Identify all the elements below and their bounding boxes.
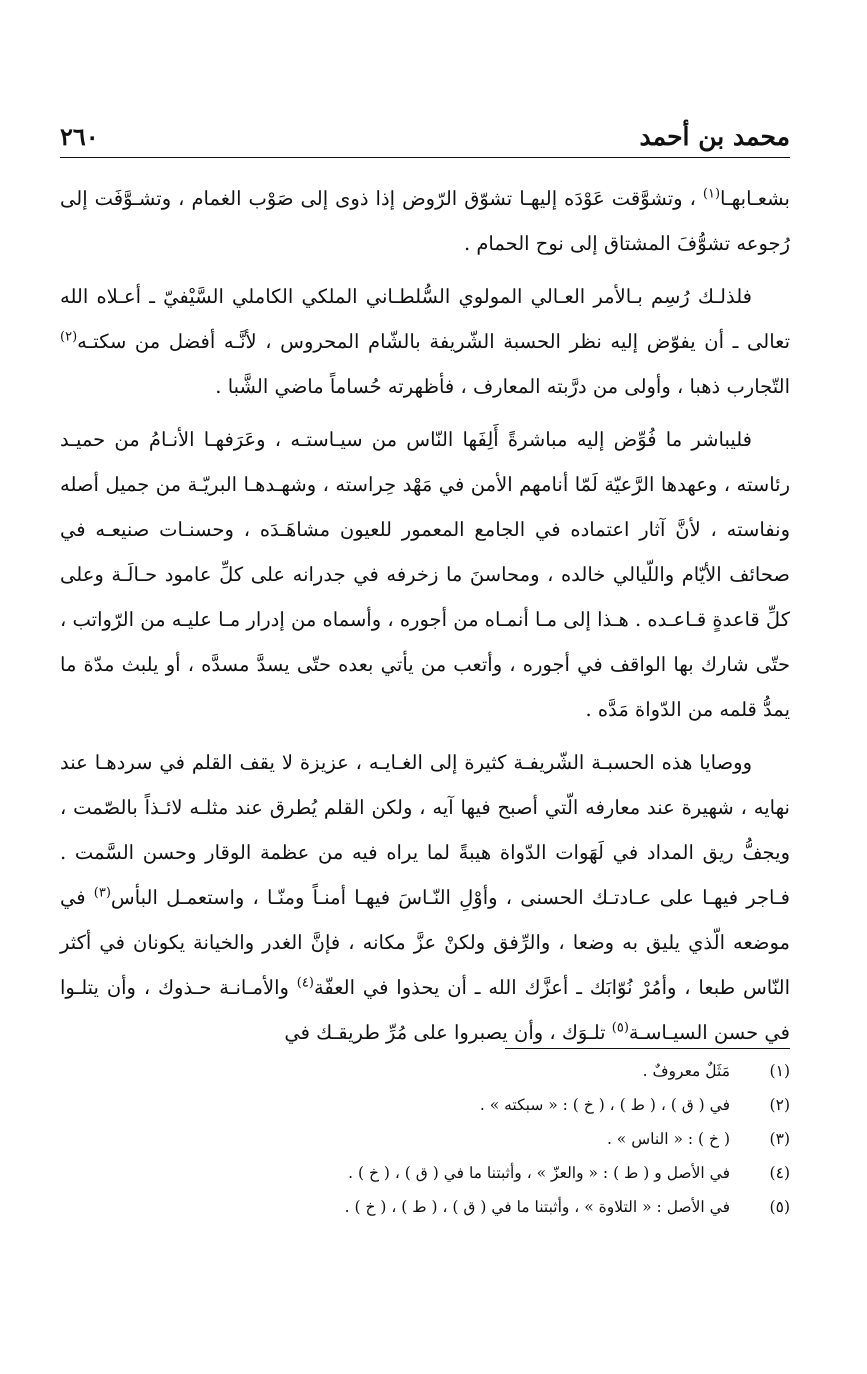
paragraph-4-part-d: تلـوَك ، وأن يصبروا على مُرِّ طريقـك في	[284, 1021, 612, 1044]
paragraph-4-part-a: ووصايا هذه الحسبـة الشّريفـة كثيرة إلى الغـايـه ، عزيزة لا يقف القلم في سردهـا عند نهايه ، شهيرة عند معارفه الّتي أصبح فيها آيه ، ولكن القلم يُطرق عند مثلـه لائـذاً بالصّمت ، ويجفُّ ريق المداد في لَهَوات الدّواة هيبةً لما يراه فيه من عظمة الوقار وحسن السَّمت . فـاجر فيهـا على عـادتـك الحسنى ، وأوْلِ النّـاسَ فيهـا أمنـاً ومنّـا ، واستعمـل البأس	[60, 751, 791, 909]
running-title: محمد بن أحمد	[639, 122, 790, 151]
footnote	[140, 1096, 790, 1130]
footnote-text: ( خ ) : « الناس » .	[606, 1130, 730, 1148]
footnote-rule	[505, 1048, 790, 1049]
footnote	[140, 1130, 790, 1164]
paragraph-4-part-b: في موضعه الّذي يليق به وضعا ، والرِّفق ولكنْ عزَّ مكانه ، فإنَّ الغدر والخيانة يكونان في أكثر النّاس طبعا ، وأمُرْ نُوّابَك ـ أعزَّك الله ـ أن يحذوا في العفّة	[60, 886, 790, 999]
paragraph-1-part-b: ، وتشوَّقت عَوْدَه إليهـا تشوّق الرّوض إذا ذوى إلى صَوْب الغمام ، وتشـوَّفَت إلى رُجوعه تشوُّفَ المشتاق إلى نوح الحمام .	[60, 187, 790, 255]
paragraph-2-part-b: التّجارب ذهبا ، وأولى من درَّبته المعارف ، فأظهرته حُساماً ماضي الشَّبا .	[215, 375, 790, 398]
paragraph-2-part-a: فلذلـك رُسِم بـالأمر العـالي المولوي السُّلطـاني الملكي الكاملي السَّيْفيّ ـ أعـلاه الله تعالى ـ أن يفوّض إليه نظر الحسبة الشّريفة بالشّام المحروس ، لأنَّـه أفضل من سكتـه	[60, 285, 790, 353]
paragraph-3: فليباشر ما فُوِّض إليه مباشرةً أَلِفَها النّاس من سيـاستـه ، وعَرَفهـا الأنـامُ من حميـد رئاسته ، وعهدها الرَّعيّة لَمّا أنامهم الأمن في مَهْد حِراسته ، وشهـدهـا البريّـة من جميل أصله ونفاسته ، لأنَّ آثار اعتماده في الجامع المعمور للعيون مشاهَـدَه ، وحسنـات صنيعـه في صحائف الأيّام واللّيالي خالده ، ومحاسنَ ما زخرفه في جدرانه على كلِّ عامود حـالَـة وعلى كلِّ قاعدةٍ قـاعـده . هـذا إلى مـا أنمـاه من أجوره ، وأسماه من إدرار مـا عليـه من الرّواتب ، حتّى شارك بها الواقف في أجوره ، وأتعب من يأتي بعده حتّى يسدَّ مسدَّه ، أو يلبث مدّة ما يمدُّ قلمه من الدّواة مَدَّه .	[60, 428, 790, 721]
footnote-marker-1: (١)	[702, 186, 721, 202]
footnote-marker-4: (٤)	[296, 975, 314, 991]
footnote-number: (١)	[769, 1062, 790, 1080]
footnote-text: في الأصل و ( ط ) : « والعزّ » ، وأثبتنا ما في ( ق ) ، ( خ ) .	[348, 1164, 730, 1182]
body-text	[60, 176, 790, 1055]
paragraph-4-part-c: والأمـانـة حـذوك ، وأن يتلـوا في حسن السيـاسـة	[60, 976, 790, 1044]
page-header	[60, 118, 790, 158]
footnote-number: (٣)	[769, 1130, 790, 1148]
paragraph-2	[60, 274, 790, 409]
footnote	[140, 1062, 790, 1096]
page-number: ٢٦٠	[60, 122, 99, 151]
footnote-text: في الأصل : « التلاوة » ، وأثبتنا ما في ( ق ) ، ( ط ) ، ( خ ) .	[344, 1198, 730, 1216]
footnote-marker-5: (٥)	[611, 1020, 629, 1036]
footnote-number: (٢)	[769, 1096, 790, 1114]
paragraph-4	[60, 740, 790, 1055]
paragraph-1-part-a: بشعـابهـا	[720, 187, 790, 210]
footnote	[140, 1164, 790, 1198]
footnote-marker-2: (٢)	[60, 329, 78, 345]
paragraph-1	[60, 176, 790, 266]
footnote-text: في ( ق ) ، ( ط ) ، ( خ ) : « سبكته » .	[479, 1096, 730, 1114]
footnote-number: (٤)	[769, 1164, 790, 1182]
footnote	[140, 1198, 790, 1232]
footnote-marker-3: (٣)	[93, 885, 111, 901]
footnotes	[140, 1062, 790, 1232]
footnote-number: (٥)	[769, 1198, 790, 1216]
footnote-text: مَثَلٌ معروفٌ .	[642, 1062, 730, 1080]
header-rule	[60, 157, 790, 158]
